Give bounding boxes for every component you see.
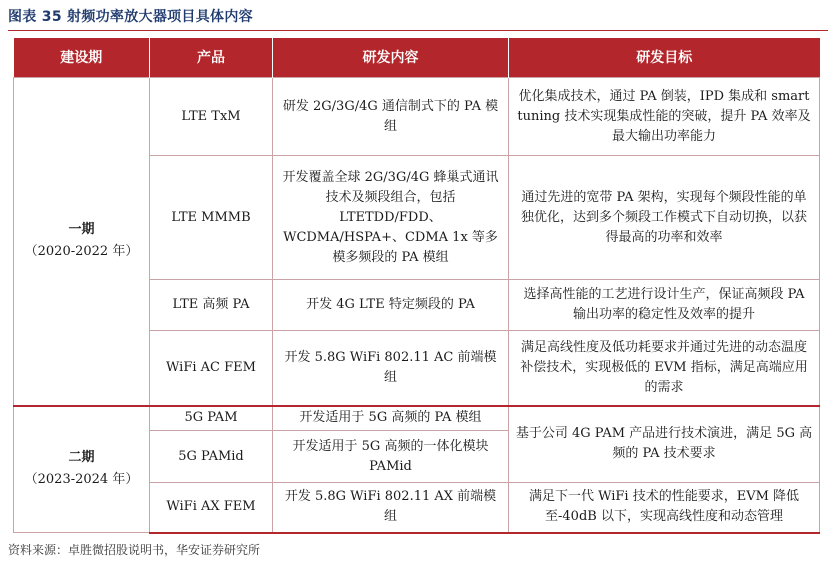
product-cell: LTE TxM [150,78,273,156]
phase1-cell [14,78,150,406]
phase1-name: 一期 [68,222,95,238]
content-cell: 开发适用于 5G 高频的 PA 模组 [273,406,509,431]
goal-cell: 满足高线性度及低功耗要求并通过先进的动态温度补偿技术，实现极低的 EVM 指标，满足高端应用的需求 [509,331,820,406]
content-cell: 研发 2G/3G/4G 通信制式下的 PA 模组 [273,78,509,156]
phase2-cell [14,406,150,533]
goal-cell: 基于公司 4G PAM 产品进行技术演进，满足 5G 高频的 PA 技术要求 [509,406,820,483]
product-cell: 5G PAMid [150,431,273,483]
content-cell: 开发覆盖全球 2G/3G/4G 蜂巢式通讯技术及频段组合，包括 LTETDD/FDD、WCDMA/HSPA+、CDMA 1x 等多模多频段的 PA 模组 [273,156,509,280]
goal-cell: 通过先进的宽带 PA 架构，实现每个频段性能的单独优化，达到多个频段工作模式下自动切换，以获得最高的功率和效率 [509,156,820,280]
title-divider [8,30,828,31]
goal-cell: 满足下一代 WiFi 技术的性能要求，EVM 降低至-40dB 以下，实现高线性度和动态管理 [509,483,820,533]
content-cell: 开发适用于 5G 高频的一体化模块 PAMid [273,431,509,483]
product-cell: LTE 高频 PA [150,280,273,331]
phase2-name: 二期 [68,450,95,466]
header-goal: 研发目标 [509,38,820,78]
table-row [14,406,820,431]
header-content: 研发内容 [273,38,509,78]
content-cell: 开发 5.8G WiFi 802.11 AC 前端模组 [273,331,509,406]
table-row [14,78,820,156]
header-period: 建设期 [14,38,150,78]
product-cell: 5G PAM [150,406,273,431]
product-cell: LTE MMMB [150,156,273,280]
product-cell: WiFi AX FEM [150,483,273,533]
header-product: 产品 [150,38,273,78]
phase2-years: （2023-2024 年） [24,472,139,488]
source-note: 资料来源：卓胜微招股说明书，华安证券研究所 [8,543,261,557]
table-header-row [14,38,820,78]
goal-cell: 优化集成技术，通过 PA 倒装，IPD 集成和 smart tuning 技术实现集成性能的突破，提升 PA 效率及最大输出功率能力 [509,78,820,156]
figure-title: 图表 35 射频功率放大器项目具体内容 [8,9,253,25]
phase1-years: （2020-2022 年） [24,244,139,260]
content-cell: 开发 4G LTE 特定频段的 PA [273,280,509,331]
goal-cell: 选择高性能的工艺进行设计生产，保证高频段 PA 输出功率的稳定性及效率的提升 [509,280,820,331]
project-table [13,38,820,534]
content-cell: 开发 5.8G WiFi 802.11 AX 前端模组 [273,483,509,533]
product-cell: WiFi AC FEM [150,331,273,406]
